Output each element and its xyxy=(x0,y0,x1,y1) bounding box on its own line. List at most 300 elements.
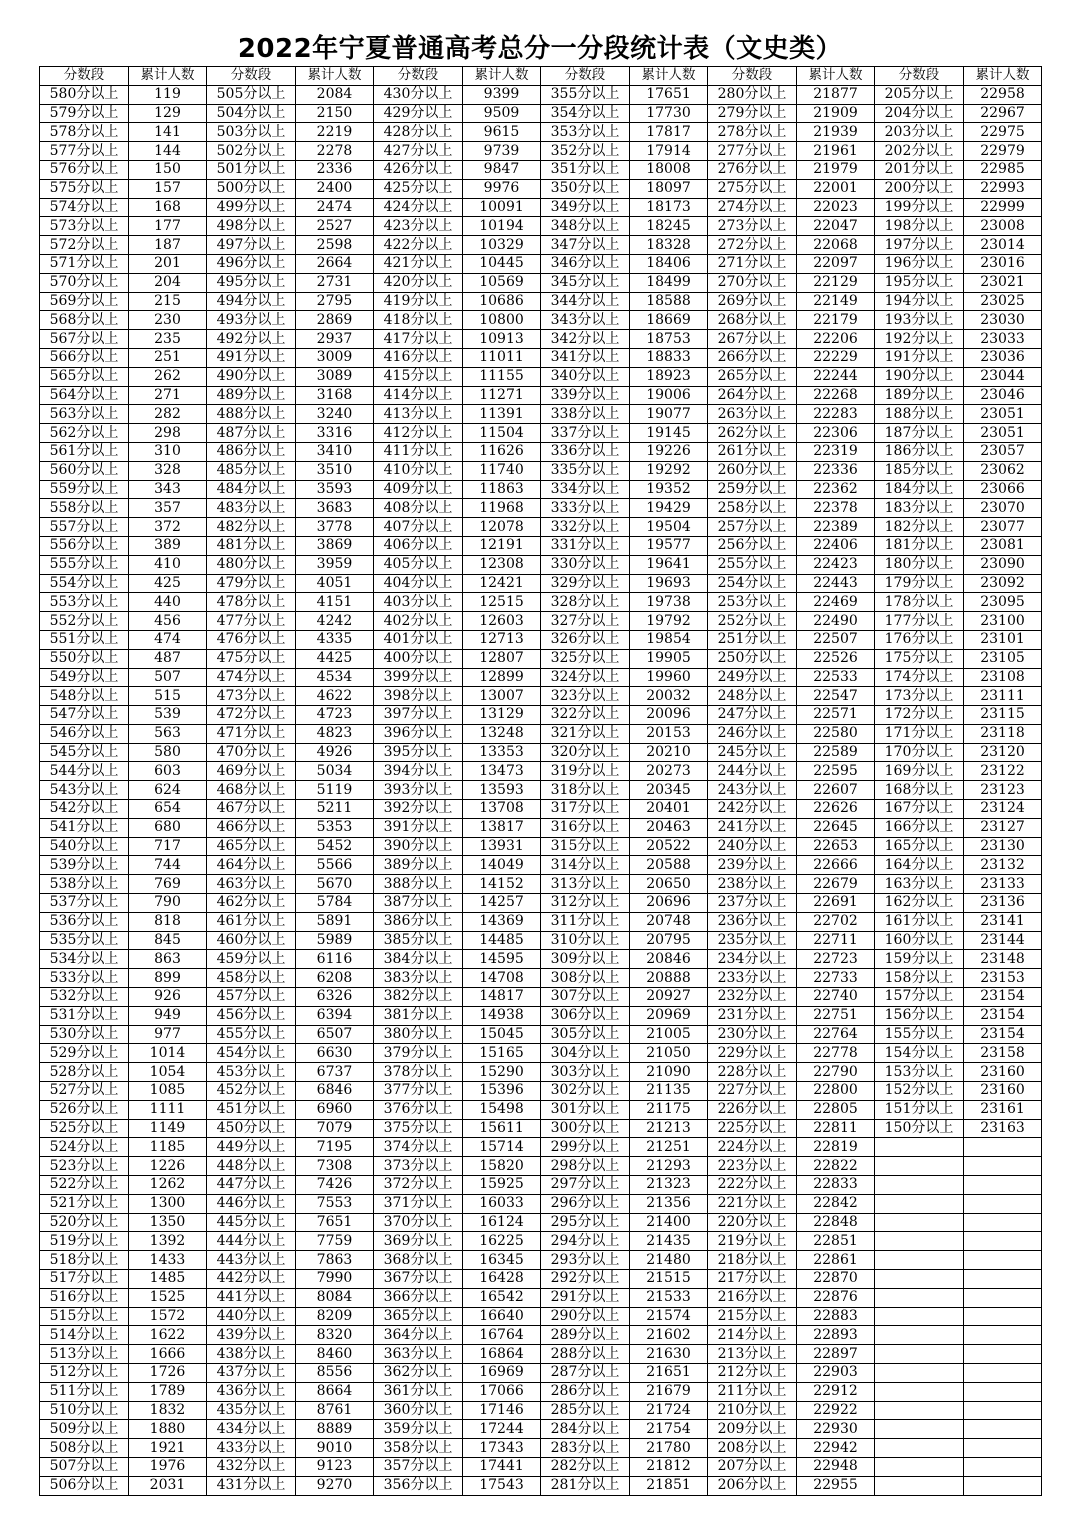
count-cell: 3593 xyxy=(296,480,374,499)
score-cell: 486分以上 xyxy=(207,442,296,461)
count-cell: 168 xyxy=(129,198,207,217)
count-cell: 21574 xyxy=(630,1307,708,1326)
score-cell: 238分以上 xyxy=(708,875,797,894)
count-cell: 6326 xyxy=(296,988,374,1007)
count-cell: 343 xyxy=(129,480,207,499)
score-cell: 492分以上 xyxy=(207,330,296,349)
table-row xyxy=(40,1119,1042,1138)
score-cell: 399分以上 xyxy=(374,668,463,687)
count-cell: 4151 xyxy=(296,593,374,612)
count-cell: 22306 xyxy=(797,424,875,443)
count-cell: 2336 xyxy=(296,160,374,179)
count-cell: 10686 xyxy=(463,292,541,311)
score-cell xyxy=(875,1138,964,1157)
score-cell: 225分以上 xyxy=(708,1119,797,1138)
count-cell: 19960 xyxy=(630,668,708,687)
score-cell: 402分以上 xyxy=(374,612,463,631)
score-cell: 240分以上 xyxy=(708,837,797,856)
count-cell: 22666 xyxy=(797,856,875,875)
table-row xyxy=(40,330,1042,349)
count-cell: 12191 xyxy=(463,536,541,555)
count-cell: 1832 xyxy=(129,1401,207,1420)
score-cell: 337分以上 xyxy=(541,424,630,443)
count-cell: 3240 xyxy=(296,405,374,424)
score-cell: 349分以上 xyxy=(541,198,630,217)
count-cell: 1111 xyxy=(129,1100,207,1119)
score-cell: 309分以上 xyxy=(541,950,630,969)
count-cell: 9739 xyxy=(463,142,541,161)
count-cell: 7759 xyxy=(296,1232,374,1251)
count-cell: 22883 xyxy=(797,1307,875,1326)
score-cell: 516分以上 xyxy=(40,1288,129,1307)
count-cell: 23108 xyxy=(964,668,1042,687)
count-cell: 2527 xyxy=(296,217,374,236)
table-row xyxy=(40,894,1042,913)
count-cell: 17343 xyxy=(463,1439,541,1458)
count-cell: 13007 xyxy=(463,687,541,706)
count-cell: 1392 xyxy=(129,1232,207,1251)
score-cell: 484分以上 xyxy=(207,480,296,499)
count-cell: 14708 xyxy=(463,969,541,988)
score-cell: 436分以上 xyxy=(207,1382,296,1401)
score-cell: 425分以上 xyxy=(374,179,463,198)
score-cell: 477分以上 xyxy=(207,612,296,631)
count-cell: 23046 xyxy=(964,386,1042,405)
count-cell: 507 xyxy=(129,668,207,687)
count-cell: 15165 xyxy=(463,1044,541,1063)
count-cell: 624 xyxy=(129,781,207,800)
table-row xyxy=(40,1457,1042,1476)
score-cell: 180分以上 xyxy=(875,555,964,574)
score-cell: 376分以上 xyxy=(374,1100,463,1119)
count-cell: 17651 xyxy=(630,85,708,104)
table-row xyxy=(40,1326,1042,1345)
score-cell: 338分以上 xyxy=(541,405,630,424)
score-cell: 287分以上 xyxy=(541,1363,630,1382)
count-cell xyxy=(964,1420,1042,1439)
count-cell: 22526 xyxy=(797,649,875,668)
count-cell: 18923 xyxy=(630,367,708,386)
score-cell: 420分以上 xyxy=(374,273,463,292)
score-cell: 384分以上 xyxy=(374,950,463,969)
table-row xyxy=(40,123,1042,142)
score-cell: 167分以上 xyxy=(875,800,964,819)
score-cell: 155分以上 xyxy=(875,1025,964,1044)
score-cell: 310分以上 xyxy=(541,931,630,950)
score-cell: 518分以上 xyxy=(40,1251,129,1270)
score-cell: 520分以上 xyxy=(40,1213,129,1232)
score-cell: 282分以上 xyxy=(541,1457,630,1476)
count-cell: 8664 xyxy=(296,1382,374,1401)
count-cell: 7651 xyxy=(296,1213,374,1232)
count-cell: 20795 xyxy=(630,931,708,950)
score-cell: 368分以上 xyxy=(374,1251,463,1270)
score-cell: 258分以上 xyxy=(708,499,797,518)
count-cell: 14152 xyxy=(463,875,541,894)
score-cell: 269分以上 xyxy=(708,292,797,311)
score-cell: 214分以上 xyxy=(708,1326,797,1345)
score-cell xyxy=(875,1270,964,1289)
score-cell: 395分以上 xyxy=(374,743,463,762)
count-cell: 235 xyxy=(129,330,207,349)
count-cell: 177 xyxy=(129,217,207,236)
count-cell: 18008 xyxy=(630,160,708,179)
count-cell: 6630 xyxy=(296,1044,374,1063)
score-cell: 565分以上 xyxy=(40,367,129,386)
count-cell: 19352 xyxy=(630,480,708,499)
count-cell: 1300 xyxy=(129,1194,207,1213)
count-cell: 21909 xyxy=(797,104,875,123)
score-cell: 544分以上 xyxy=(40,762,129,781)
score-cell: 241分以上 xyxy=(708,818,797,837)
score-cell: 561分以上 xyxy=(40,442,129,461)
count-cell: 23057 xyxy=(964,442,1042,461)
score-cell: 199分以上 xyxy=(875,198,964,217)
score-cell: 363分以上 xyxy=(374,1345,463,1364)
count-cell: 4242 xyxy=(296,612,374,631)
count-cell: 22897 xyxy=(797,1345,875,1364)
count-cell: 7079 xyxy=(296,1119,374,1138)
count-cell: 271 xyxy=(129,386,207,405)
score-cell: 323分以上 xyxy=(541,687,630,706)
count-cell: 19738 xyxy=(630,593,708,612)
score-cell: 445分以上 xyxy=(207,1213,296,1232)
count-cell: 440 xyxy=(129,593,207,612)
score-cell: 210分以上 xyxy=(708,1401,797,1420)
count-cell: 20696 xyxy=(630,894,708,913)
count-cell: 23124 xyxy=(964,800,1042,819)
count-cell: 22589 xyxy=(797,743,875,762)
count-cell: 22733 xyxy=(797,969,875,988)
table-row xyxy=(40,837,1042,856)
count-cell: 22406 xyxy=(797,536,875,555)
score-cell: 466分以上 xyxy=(207,818,296,837)
score-cell: 362分以上 xyxy=(374,1363,463,1382)
score-cell: 203分以上 xyxy=(875,123,964,142)
score-cell: 549分以上 xyxy=(40,668,129,687)
count-cell: 23105 xyxy=(964,649,1042,668)
score-cell: 212分以上 xyxy=(708,1363,797,1382)
score-cell: 152分以上 xyxy=(875,1082,964,1101)
count-cell: 23021 xyxy=(964,273,1042,292)
table-row xyxy=(40,1025,1042,1044)
score-cell: 400分以上 xyxy=(374,649,463,668)
score-cell xyxy=(875,1194,964,1213)
score-cell: 573分以上 xyxy=(40,217,129,236)
score-cell xyxy=(875,1363,964,1382)
score-cell: 275分以上 xyxy=(708,179,797,198)
count-cell: 2474 xyxy=(296,198,374,217)
count-cell: 22903 xyxy=(797,1363,875,1382)
count-cell: 22283 xyxy=(797,405,875,424)
count-cell: 16345 xyxy=(463,1251,541,1270)
count-cell: 12515 xyxy=(463,593,541,612)
count-cell: 18406 xyxy=(630,254,708,273)
score-cell: 184分以上 xyxy=(875,480,964,499)
score-cell: 164分以上 xyxy=(875,856,964,875)
count-cell: 17066 xyxy=(463,1382,541,1401)
count-cell: 3683 xyxy=(296,499,374,518)
score-cell: 417分以上 xyxy=(374,330,463,349)
score-cell: 569分以上 xyxy=(40,292,129,311)
table-row xyxy=(40,875,1042,894)
score-cell: 306分以上 xyxy=(541,1006,630,1025)
table-row xyxy=(40,762,1042,781)
score-cell: 163分以上 xyxy=(875,875,964,894)
count-cell: 19077 xyxy=(630,405,708,424)
score-cell: 193分以上 xyxy=(875,311,964,330)
count-cell: 22800 xyxy=(797,1082,875,1101)
count-cell: 23100 xyxy=(964,612,1042,631)
score-cell: 165分以上 xyxy=(875,837,964,856)
score-cell: 172分以上 xyxy=(875,706,964,725)
score-cell: 390分以上 xyxy=(374,837,463,856)
count-cell: 17730 xyxy=(630,104,708,123)
count-cell: 10569 xyxy=(463,273,541,292)
count-cell: 456 xyxy=(129,612,207,631)
score-cell: 289分以上 xyxy=(541,1326,630,1345)
score-cell: 408分以上 xyxy=(374,499,463,518)
count-cell xyxy=(964,1439,1042,1458)
count-cell: 23008 xyxy=(964,217,1042,236)
count-cell: 21780 xyxy=(630,1439,708,1458)
count-cell: 16969 xyxy=(463,1363,541,1382)
score-cell: 476分以上 xyxy=(207,630,296,649)
count-cell: 22319 xyxy=(797,442,875,461)
count-cell: 23014 xyxy=(964,236,1042,255)
count-cell: 10194 xyxy=(463,217,541,236)
count-cell: 22423 xyxy=(797,555,875,574)
score-cell: 537分以上 xyxy=(40,894,129,913)
score-cell: 353分以上 xyxy=(541,123,630,142)
table-row xyxy=(40,405,1042,424)
count-cell: 19145 xyxy=(630,424,708,443)
count-cell: 18833 xyxy=(630,348,708,367)
score-cell: 315分以上 xyxy=(541,837,630,856)
count-cell: 9123 xyxy=(296,1457,374,1476)
count-cell: 22229 xyxy=(797,348,875,367)
count-cell: 22547 xyxy=(797,687,875,706)
score-cell: 568分以上 xyxy=(40,311,129,330)
score-cell: 352分以上 xyxy=(541,142,630,161)
score-cell: 270分以上 xyxy=(708,273,797,292)
count-cell: 357 xyxy=(129,499,207,518)
score-cell: 206分以上 xyxy=(708,1476,797,1495)
count-cell: 22490 xyxy=(797,612,875,631)
count-cell: 790 xyxy=(129,894,207,913)
count-cell: 19429 xyxy=(630,499,708,518)
score-cell: 498分以上 xyxy=(207,217,296,236)
score-cell: 335分以上 xyxy=(541,461,630,480)
score-cell: 450分以上 xyxy=(207,1119,296,1138)
count-cell: 22023 xyxy=(797,198,875,217)
score-cell: 305分以上 xyxy=(541,1025,630,1044)
count-cell: 22362 xyxy=(797,480,875,499)
count-cell: 22679 xyxy=(797,875,875,894)
count-cell: 17441 xyxy=(463,1457,541,1476)
table-row xyxy=(40,1082,1042,1101)
score-cell: 439分以上 xyxy=(207,1326,296,1345)
count-cell: 863 xyxy=(129,950,207,969)
score-cell: 288分以上 xyxy=(541,1345,630,1364)
score-cell: 496分以上 xyxy=(207,254,296,273)
score-cell: 534分以上 xyxy=(40,950,129,969)
score-cell: 247分以上 xyxy=(708,706,797,725)
score-cell: 377分以上 xyxy=(374,1082,463,1101)
score-cell: 367分以上 xyxy=(374,1270,463,1289)
count-cell: 21400 xyxy=(630,1213,708,1232)
count-cell: 23090 xyxy=(964,555,1042,574)
score-cell: 580分以上 xyxy=(40,85,129,104)
count-cell: 23154 xyxy=(964,988,1042,1007)
count-cell: 23130 xyxy=(964,837,1042,856)
count-cell: 22993 xyxy=(964,179,1042,198)
count-cell: 20345 xyxy=(630,781,708,800)
count-cell: 6394 xyxy=(296,1006,374,1025)
score-cell: 331分以上 xyxy=(541,536,630,555)
score-cell: 497分以上 xyxy=(207,236,296,255)
score-cell: 386分以上 xyxy=(374,912,463,931)
count-cell: 12421 xyxy=(463,574,541,593)
header-score: 分数段 xyxy=(875,67,964,86)
count-cell: 16864 xyxy=(463,1345,541,1364)
count-cell: 11863 xyxy=(463,480,541,499)
score-cell: 314分以上 xyxy=(541,856,630,875)
header-count: 累计人数 xyxy=(797,67,875,86)
count-cell: 5034 xyxy=(296,762,374,781)
score-cell: 553分以上 xyxy=(40,593,129,612)
count-cell: 20650 xyxy=(630,875,708,894)
count-cell: 23066 xyxy=(964,480,1042,499)
count-cell: 20969 xyxy=(630,1006,708,1025)
score-cell: 308分以上 xyxy=(541,969,630,988)
count-cell: 4534 xyxy=(296,668,374,687)
score-cell: 464分以上 xyxy=(207,856,296,875)
score-cell: 404分以上 xyxy=(374,574,463,593)
header-score: 分数段 xyxy=(541,67,630,86)
count-cell: 23154 xyxy=(964,1006,1042,1025)
count-cell: 1622 xyxy=(129,1326,207,1345)
count-cell xyxy=(964,1326,1042,1345)
count-cell: 16225 xyxy=(463,1232,541,1251)
score-cell: 295分以上 xyxy=(541,1213,630,1232)
count-cell: 6507 xyxy=(296,1025,374,1044)
count-cell: 22645 xyxy=(797,818,875,837)
count-cell xyxy=(964,1157,1042,1176)
score-cell: 220分以上 xyxy=(708,1213,797,1232)
count-cell: 22790 xyxy=(797,1063,875,1082)
count-cell: 9847 xyxy=(463,160,541,179)
count-cell: 603 xyxy=(129,762,207,781)
score-cell: 266分以上 xyxy=(708,348,797,367)
count-cell: 22999 xyxy=(964,198,1042,217)
count-cell: 22778 xyxy=(797,1044,875,1063)
table-row xyxy=(40,386,1042,405)
count-cell: 1789 xyxy=(129,1382,207,1401)
score-cell: 348分以上 xyxy=(541,217,630,236)
count-cell: 23092 xyxy=(964,574,1042,593)
score-cell: 480分以上 xyxy=(207,555,296,574)
score-cell: 519分以上 xyxy=(40,1232,129,1251)
score-cell: 332分以上 xyxy=(541,518,630,537)
score-cell: 517分以上 xyxy=(40,1270,129,1289)
count-cell: 23136 xyxy=(964,894,1042,913)
count-cell: 1666 xyxy=(129,1345,207,1364)
count-cell: 23118 xyxy=(964,724,1042,743)
table-row xyxy=(40,649,1042,668)
score-cell: 231分以上 xyxy=(708,1006,797,1025)
score-cell: 333分以上 xyxy=(541,499,630,518)
score-cell: 300分以上 xyxy=(541,1119,630,1138)
count-cell: 21961 xyxy=(797,142,875,161)
count-cell: 1149 xyxy=(129,1119,207,1138)
score-cell: 532分以上 xyxy=(40,988,129,1007)
count-cell: 22948 xyxy=(797,1457,875,1476)
score-cell: 255分以上 xyxy=(708,555,797,574)
score-cell: 511分以上 xyxy=(40,1382,129,1401)
count-cell: 20846 xyxy=(630,950,708,969)
count-cell: 3410 xyxy=(296,442,374,461)
count-cell: 14257 xyxy=(463,894,541,913)
count-cell xyxy=(964,1138,1042,1157)
count-cell: 11626 xyxy=(463,442,541,461)
score-cell: 253分以上 xyxy=(708,593,797,612)
score-cell: 435分以上 xyxy=(207,1401,296,1420)
score-cell: 451分以上 xyxy=(207,1100,296,1119)
score-cell: 571分以上 xyxy=(40,254,129,273)
count-cell: 23153 xyxy=(964,969,1042,988)
score-cell: 365分以上 xyxy=(374,1307,463,1326)
count-cell: 20273 xyxy=(630,762,708,781)
score-cell: 555分以上 xyxy=(40,555,129,574)
count-cell: 5989 xyxy=(296,931,374,950)
score-cell: 401分以上 xyxy=(374,630,463,649)
score-cell: 495分以上 xyxy=(207,273,296,292)
score-cell: 524分以上 xyxy=(40,1138,129,1157)
count-cell: 22711 xyxy=(797,931,875,950)
score-cell: 162分以上 xyxy=(875,894,964,913)
count-cell: 11271 xyxy=(463,386,541,405)
score-cell: 159分以上 xyxy=(875,950,964,969)
score-cell: 175分以上 xyxy=(875,649,964,668)
table-row xyxy=(40,1270,1042,1289)
count-cell: 21724 xyxy=(630,1401,708,1420)
count-cell: 13353 xyxy=(463,743,541,762)
score-cell: 434分以上 xyxy=(207,1420,296,1439)
count-cell: 580 xyxy=(129,743,207,762)
count-cell: 22723 xyxy=(797,950,875,969)
count-cell: 12807 xyxy=(463,649,541,668)
count-cell xyxy=(964,1363,1042,1382)
count-cell: 11155 xyxy=(463,367,541,386)
count-cell: 22443 xyxy=(797,574,875,593)
count-cell: 23111 xyxy=(964,687,1042,706)
score-cell: 327分以上 xyxy=(541,612,630,631)
count-cell: 21630 xyxy=(630,1345,708,1364)
table-row xyxy=(40,499,1042,518)
score-cell xyxy=(875,1232,964,1251)
table-row xyxy=(40,1288,1042,1307)
table-row xyxy=(40,1439,1042,1458)
count-cell: 11740 xyxy=(463,461,541,480)
table-row xyxy=(40,424,1042,443)
table-row xyxy=(40,706,1042,725)
score-cell: 360分以上 xyxy=(374,1401,463,1420)
score-cell: 430分以上 xyxy=(374,85,463,104)
count-cell: 328 xyxy=(129,461,207,480)
count-cell: 19905 xyxy=(630,649,708,668)
count-cell: 21251 xyxy=(630,1138,708,1157)
